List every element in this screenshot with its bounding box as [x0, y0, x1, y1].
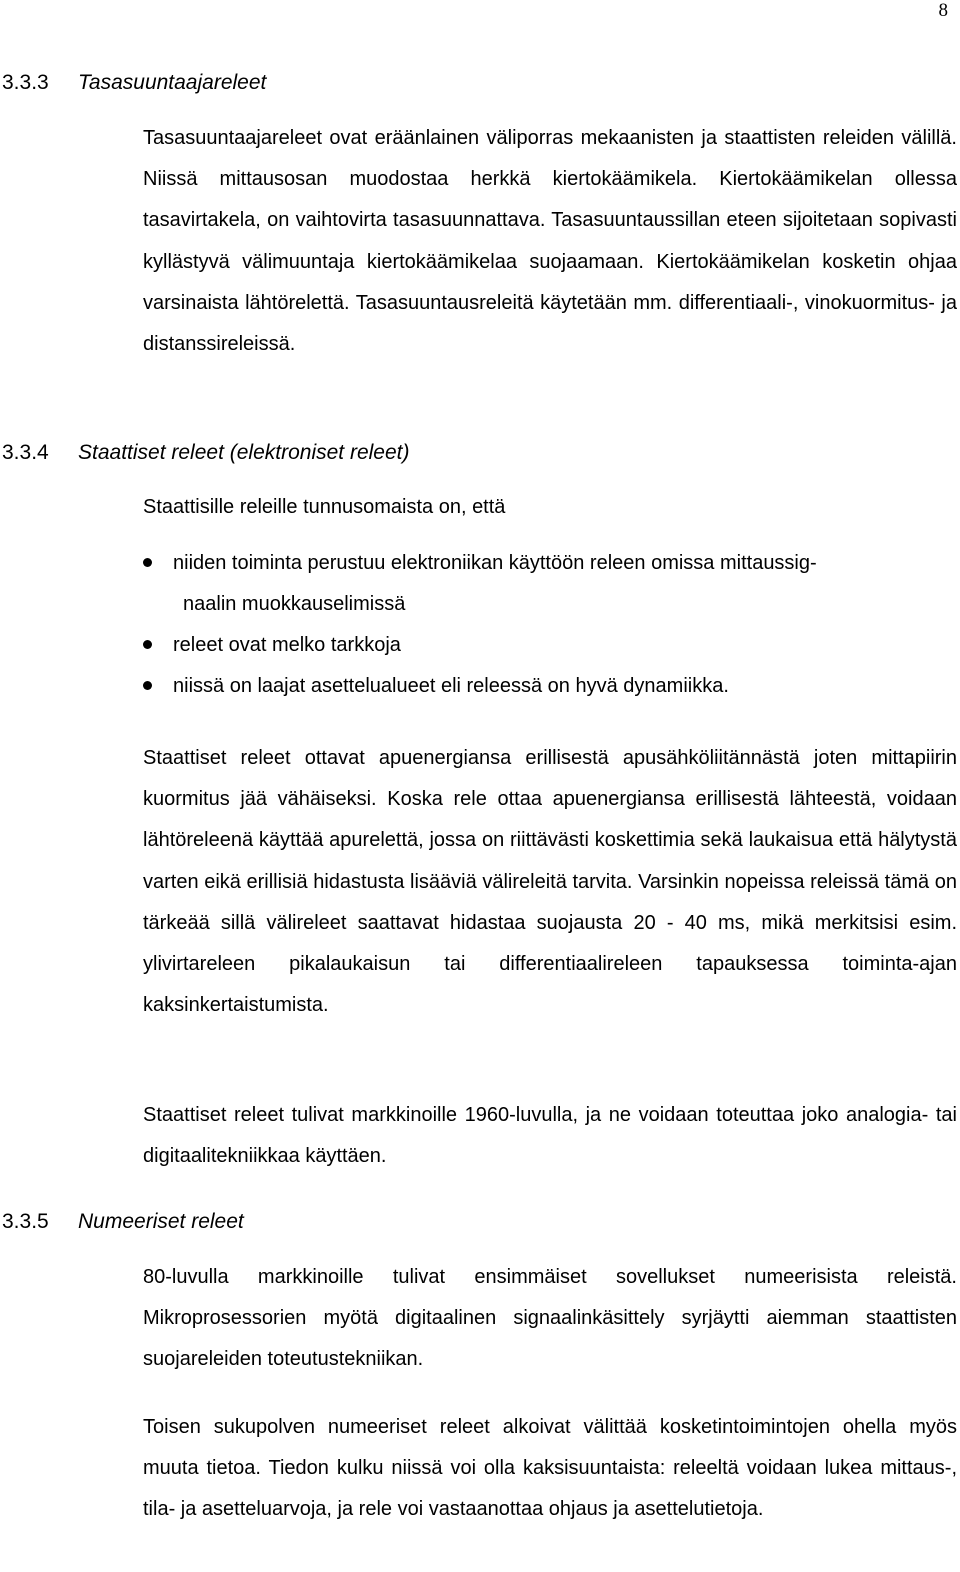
bullet-icon: [143, 558, 152, 567]
paragraph-80-luvulla: 80-luvulla markkinoille tulivat ensimmäiset sovellukset numeerisista releistä. Mikroprosessorien myötä digitaalinen signaalinkäsittely syrjäytti aiemman staattisten suojareleiden toteutustekniikan.: [143, 1266, 957, 1371]
paragraph-tasasuuntaajareleet: Tasasuuntaajareleet ovat eräänlainen väliporras mekaanisten ja staattisten releiden välillä. Niissä mittausosan muodostaa herkkä kiertokäämikela. Kiertokäämikelan ollessa tasavirtakela, on vaihtovirta tasasuunnattava. Tasasuuntaussillan eteen sijoitetaan sopivasti kyllästyvä välimuuntaja kiertokäämikelaa suojaamaan. Kiertokäämikelan kosketin ohjaa varsinaista lähtörelettä. Tasasuuntausreleitä käytetään mm. differentiaali-, vinokuormitus- ja distanssireleissä.: [143, 127, 957, 356]
bullet-icon: [143, 640, 152, 649]
section-heading-3-3-5: [2, 1209, 244, 1235]
paragraph-apuenergia: Staattiset releet ottavat apuenergiansa erillisestä apusähköliitännästä joten mittapiirin kuormitus jää vähäiseksi. Koska rele ottaa apuenergiansa erillisestä lähteestä, voidaan lähtöreleenä käyttää apurelettä, jossa on riittävästi koskettimia sekä laukaisua että hälytystä varten eikä erillisiä hidastusta lisääviä välireleitä tarvita. Varsinkin nopeissa releissä tämä on tärkeää sillä välireleet saattavat hidastaa suojausta 20 - 40 ms, mikä merkitsisi esim. ylivirtareleen pikalaukaisun tai differentiaalireleen tapauksessa toiminta-ajan kaksinkertaistumista.: [143, 747, 957, 1017]
page-number: 8: [938, 0, 948, 21]
paragraph-toisen-sukupolven: Toisen sukupolven numeeriset releet alkoivat välittää kosketintoimintojen ohella myös muuta tietoa. Tiedon kulku niissä voi olla kaksisuuntaista: releeltä voidaan lukea mittaus-, tila- ja asetteluarvoja, ja rele voi vastaanottaa ohjaus ja asettelutietoja.: [143, 1416, 957, 1521]
list-item: [143, 666, 960, 707]
bullet-icon: [143, 681, 152, 690]
section-title: Tasasuuntaajareleet: [78, 71, 267, 94]
section-title: Staattiset releet (elektroniset releet): [78, 441, 410, 464]
section-title: Numeeriset releet: [78, 1210, 244, 1233]
section-number: 3.3.5: [2, 1210, 49, 1233]
bullet-list: [143, 543, 960, 707]
list-item-text: niiden toiminta perustuu elektroniikan käyttöön releen omissa mittaussig-: [173, 552, 817, 574]
list-item-text: niissä on laajat asettelualueet eli releessä on hyvä dynamiikka.: [173, 675, 729, 697]
list-item: [143, 625, 960, 666]
paragraph-intro: Staattisille releille tunnusomaista on, että: [143, 496, 506, 518]
section-number: 3.3.4: [2, 441, 49, 464]
list-item-text: releet ovat melko tarkkoja: [173, 634, 401, 656]
list-item-text-continued: naalin muokkauselimissä: [183, 593, 406, 615]
section-number: 3.3.3: [2, 71, 49, 94]
paragraph-markkinoille: Staattiset releet tulivat markkinoille 1960-luvulla, ja ne voidaan toteuttaa joko analogia- tai digitaalitekniikkaa käyttäen.: [143, 1104, 957, 1168]
section-heading-3-3-3: [2, 70, 266, 96]
list-item: [143, 543, 960, 625]
section-heading-3-3-4: [2, 440, 410, 466]
